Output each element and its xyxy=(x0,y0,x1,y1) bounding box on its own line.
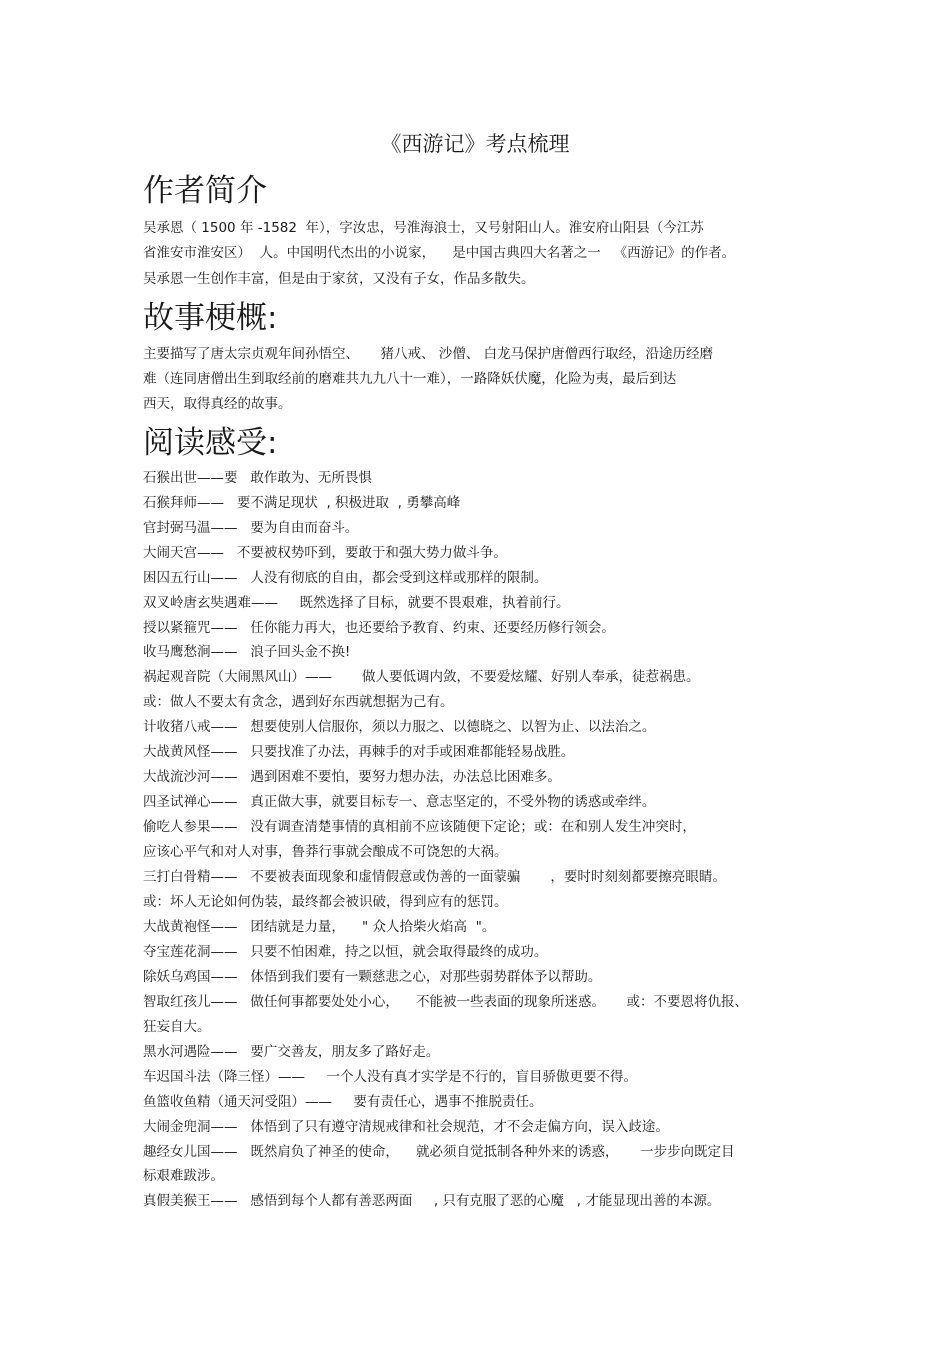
reflection-line: 车迟国斗法（降三怪）—— 一个人没有真才实学是不行的，盲目骄傲更要不得。 xyxy=(143,1069,637,1085)
reflection-line: 趣经女儿国—— 既然肩负了神圣的使命， 就必须自觉抵制各种外来的诱惑， 一步步向既定目 xyxy=(143,1144,735,1160)
reflection-line: 或：坏人无论如何伪装，最终都会被识破，得到应有的惩罚。 xyxy=(143,894,508,910)
reflection-line: 大战黄袍怪—— 团结就是力量， " 众人拾柴火焰高 "。 xyxy=(143,919,496,935)
reflection-line: 官封弼马温—— 要为自由而奋斗。 xyxy=(143,520,359,536)
author-text-line: 吴承恩（ 1500 年 -1582 年），字汝忠，号淮海浪士，又号射阳山人。淮安府山阳县（今江苏 xyxy=(143,220,704,236)
reflection-line: 大闹金兜洞—— 体悟到了只有遵守清规戒律和社会规范，才不会走偏方向，误入歧途。 xyxy=(143,1119,669,1135)
reflection-line: 石猴拜师—— 要不满足现状 , 积极进取 , 勇攀高峰 xyxy=(143,495,461,511)
reflection-line: 困囚五行山—— 人没有彻底的自由，都会受到这样或那样的限制。 xyxy=(143,570,548,586)
reflection-line: 石猴出世——要 敢作敢为、无所畏惧 xyxy=(143,470,372,486)
reflection-line: 计收猪八戒—— 想要使别人信服你，须以力服之、以德晓之、以智为止、以法治之。 xyxy=(143,719,656,735)
reflection-line: 三打白骨精—— 不要被表面现象和虚情假意或伪善的一面蒙骗 ，要时时刻刻都要擦亮眼睛。 xyxy=(143,869,726,885)
reflection-line: 黑水河遇险—— 要广交善友，朋友多了路好走。 xyxy=(143,1044,440,1060)
reflection-line: 双叉岭唐玄奘遇难—— 既然选择了目标，就要不畏艰难，执着前行。 xyxy=(143,595,570,611)
reflection-line: 偷吃人参果—— 没有调查清楚事情的真相前不应该随便下定论；或：在和别人发生冲突时， xyxy=(143,819,696,835)
reflection-line: 收马鹰愁涧—— 浪子回头金不换! xyxy=(143,644,351,660)
reflection-line: 除妖乌鸡国—— 体悟到我们要有一颗慈悲之心，对那些弱势群体予以帮助。 xyxy=(143,969,602,985)
reflection-line: 祸起观音院（大闹黑风山）—— 做人要低调内敛，不要爱炫耀、好别人奉承，徒惹祸患。 xyxy=(143,669,700,685)
reflection-line: 夺宝莲花洞—— 只要不怕困难，持之以恒，就会取得最终的成功。 xyxy=(143,944,548,960)
reflection-line: 标艰难跋涉。 xyxy=(143,1168,224,1184)
reflection-line: 鱼篮收鱼精（通天河受阻）—— 要有责任心，遇事不推脱责任。 xyxy=(143,1094,543,1110)
reflection-line: 狂妄自大。 xyxy=(143,1019,211,1035)
reflection-line: 智取红孩儿—— 做任何事都要处处小心， 不能被一些表面的现象所迷惑。 或：不要恩将仇报、 xyxy=(143,994,748,1010)
synopsis-text-line: 西天，取得真经的故事。 xyxy=(143,396,292,412)
section-heading-reflections: 阅读感受: xyxy=(143,425,278,461)
author-text-line: 吴承恩一生创作丰富，但是由于家贫，又没有子女，作品多散失。 xyxy=(143,271,535,287)
section-heading-author: 作者简介 xyxy=(143,173,267,209)
reflection-line: 大战流沙河—— 遇到困难不要怕，要努力想办法，办法总比困难多。 xyxy=(143,769,561,785)
reflection-line: 真假美猴王—— 感悟到每个人都有善恶两面 , 只有克服了恶的心魔 , 才能显现出善的本源。 xyxy=(143,1193,721,1209)
section-heading-synopsis: 故事梗概: xyxy=(143,300,278,336)
synopsis-text-line: 难（连同唐僧出生到取经前的磨难共九九八十一难），一路降妖伏魔，化险为夷，最后到达 xyxy=(143,371,677,387)
reflection-line: 或：做人不要太有贪念，遇到好东西就想据为己有。 xyxy=(143,694,454,710)
document-title: 《西游记》考点梳理 xyxy=(380,132,570,156)
author-text-line: 省淮安市淮安区） 人。中国明代杰出的小说家， 是中国古典四大名著之一 《西游记》的作者。 xyxy=(143,245,736,261)
reflection-line: 四圣试禅心—— 真正做大事，就要目标专一、意志坚定的，不受外物的诱惑或牵绊。 xyxy=(143,794,656,810)
reflection-line: 应该心平气和对人对事，鲁莽行事就会酿成不可饶恕的大祸。 xyxy=(143,844,508,860)
reflection-line: 大闹天宫—— 不要被权势吓到，要敢于和强大势力做斗争。 xyxy=(143,545,507,561)
reflection-line: 授以紧箍咒—— 任你能力再大，也还要给予教育、约束、还要经历修行领会。 xyxy=(143,620,615,636)
synopsis-text-line: 主要描写了唐太宗贞观年间孙悟空、 猪八戒、 沙僧、 白龙马保护唐僧西行取经，沿途历经磨 xyxy=(143,346,714,362)
reflection-line: 大战黄风怪—— 只要找准了办法，再棘手的对手或困难都能轻易战胜。 xyxy=(143,744,575,760)
